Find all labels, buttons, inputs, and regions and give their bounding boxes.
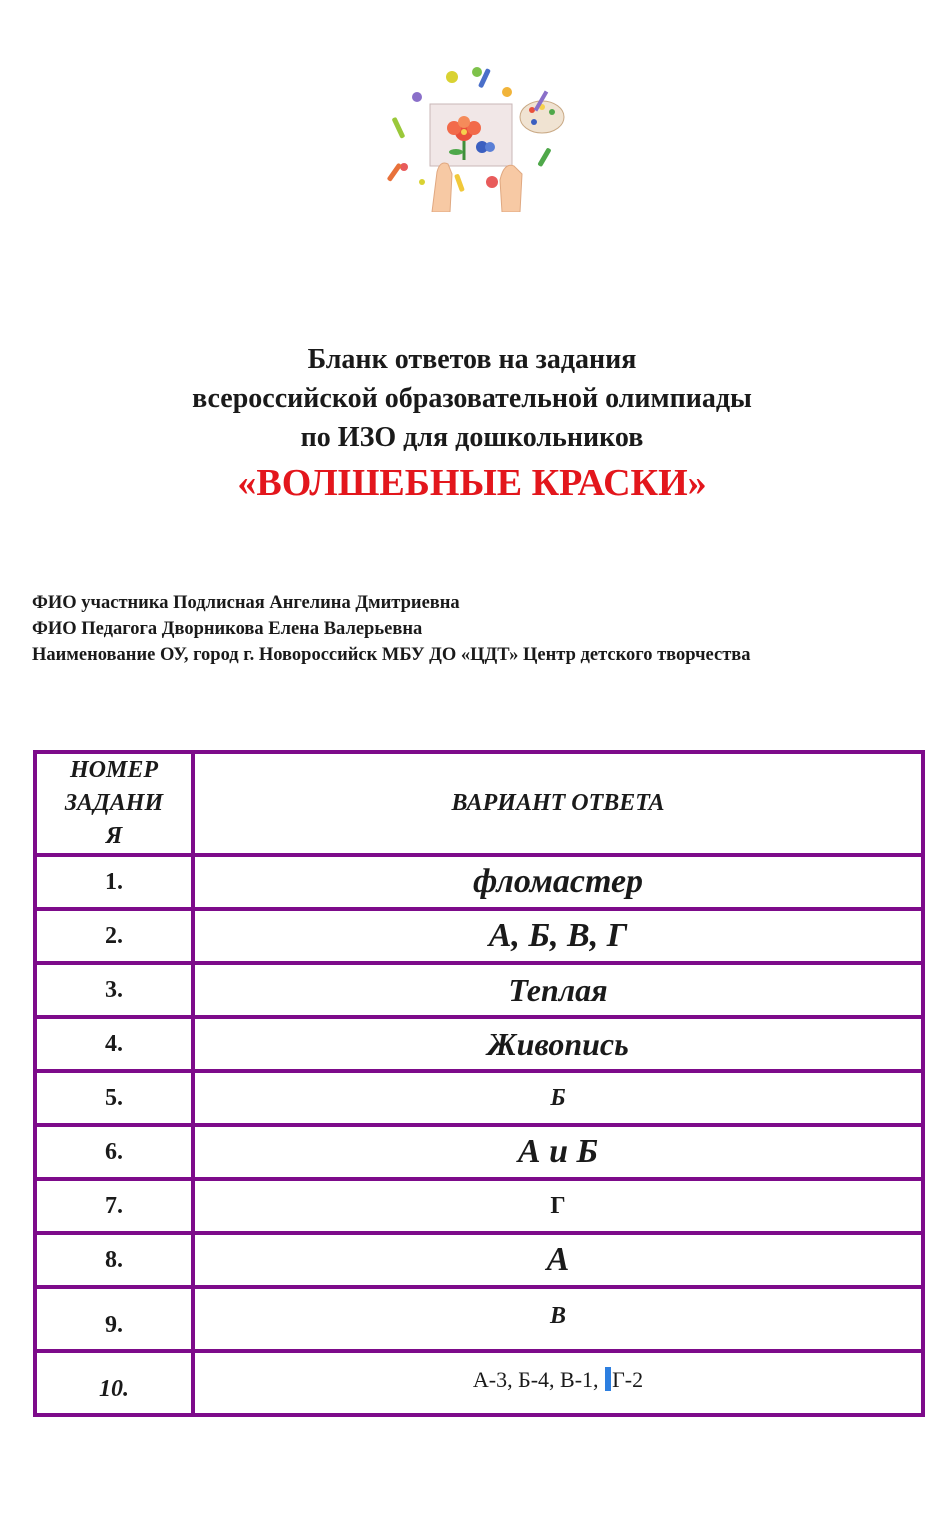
answer-cell[interactable]: фломастер	[193, 855, 923, 909]
answer-cell[interactable]: Г	[193, 1179, 923, 1233]
answer-text-part: Г-2	[612, 1367, 644, 1392]
header-task-number-line: Я	[105, 823, 123, 849]
title-block	[0, 340, 944, 507]
table-row	[35, 909, 923, 963]
task-number: 10.	[35, 1351, 193, 1415]
answer-cell[interactable]: Б	[193, 1071, 923, 1125]
task-number: 7.	[35, 1179, 193, 1233]
answer-cell[interactable]: Теплая	[193, 963, 923, 1017]
table-row	[35, 1125, 923, 1179]
table-row	[35, 1179, 923, 1233]
task-number: 8.	[35, 1233, 193, 1287]
answer-cell[interactable]: А, Б, В, Г	[193, 909, 923, 963]
table-row	[35, 1017, 923, 1071]
title-line-3: по ИЗО для дошкольников	[300, 422, 644, 453]
answer-cell[interactable]	[193, 1351, 923, 1415]
teacher-name: ФИО Педагога Дворникова Елена Валерьевна	[32, 619, 423, 639]
participant-info	[32, 590, 852, 668]
olympiad-name: «ВОЛШЕБНЫЕ КРАСКИ»	[237, 462, 707, 504]
title-line-2: всероссийской образовательной олимпиады	[192, 383, 752, 414]
table-row	[35, 1071, 923, 1125]
school-name: Наименование ОУ, город г. Новороссийск МБУ ДО «ЦДТ» Центр детского творчества	[32, 645, 751, 665]
header-task-number-line: ЗАДАНИ	[64, 790, 164, 816]
answers-table	[33, 750, 925, 1417]
table-row	[35, 855, 923, 909]
table-row	[35, 1233, 923, 1287]
table-row	[35, 1351, 923, 1415]
task-number: 4.	[35, 1017, 193, 1071]
task-number: 2.	[35, 909, 193, 963]
answer-cell[interactable]: В	[193, 1287, 923, 1351]
answer-cell[interactable]: А	[193, 1233, 923, 1287]
task-number: 6.	[35, 1125, 193, 1179]
task-number: 3.	[35, 963, 193, 1017]
child-painting-icon	[382, 62, 572, 212]
answer-text-part: А-3, Б-4, В-1,	[472, 1367, 605, 1392]
answer-cell[interactable]: Живопись	[193, 1017, 923, 1071]
table-header-row	[35, 752, 923, 855]
answer-cell[interactable]: А и Б	[193, 1125, 923, 1179]
header-task-number-line: НОМЕР	[69, 757, 158, 783]
task-number: 9.	[35, 1287, 193, 1351]
text-cursor	[605, 1367, 611, 1391]
table-row	[35, 963, 923, 1017]
title-line-1: Бланк ответов на задания	[307, 344, 637, 375]
header-task-number	[35, 752, 193, 855]
participant-name: ФИО участника Подлисная Ангелина Дмитриевна	[32, 593, 460, 613]
header-answer-variant: ВАРИАНТ ОТВЕТА	[193, 752, 923, 855]
task-number: 5.	[35, 1071, 193, 1125]
task-number: 1.	[35, 855, 193, 909]
table-row	[35, 1287, 923, 1351]
